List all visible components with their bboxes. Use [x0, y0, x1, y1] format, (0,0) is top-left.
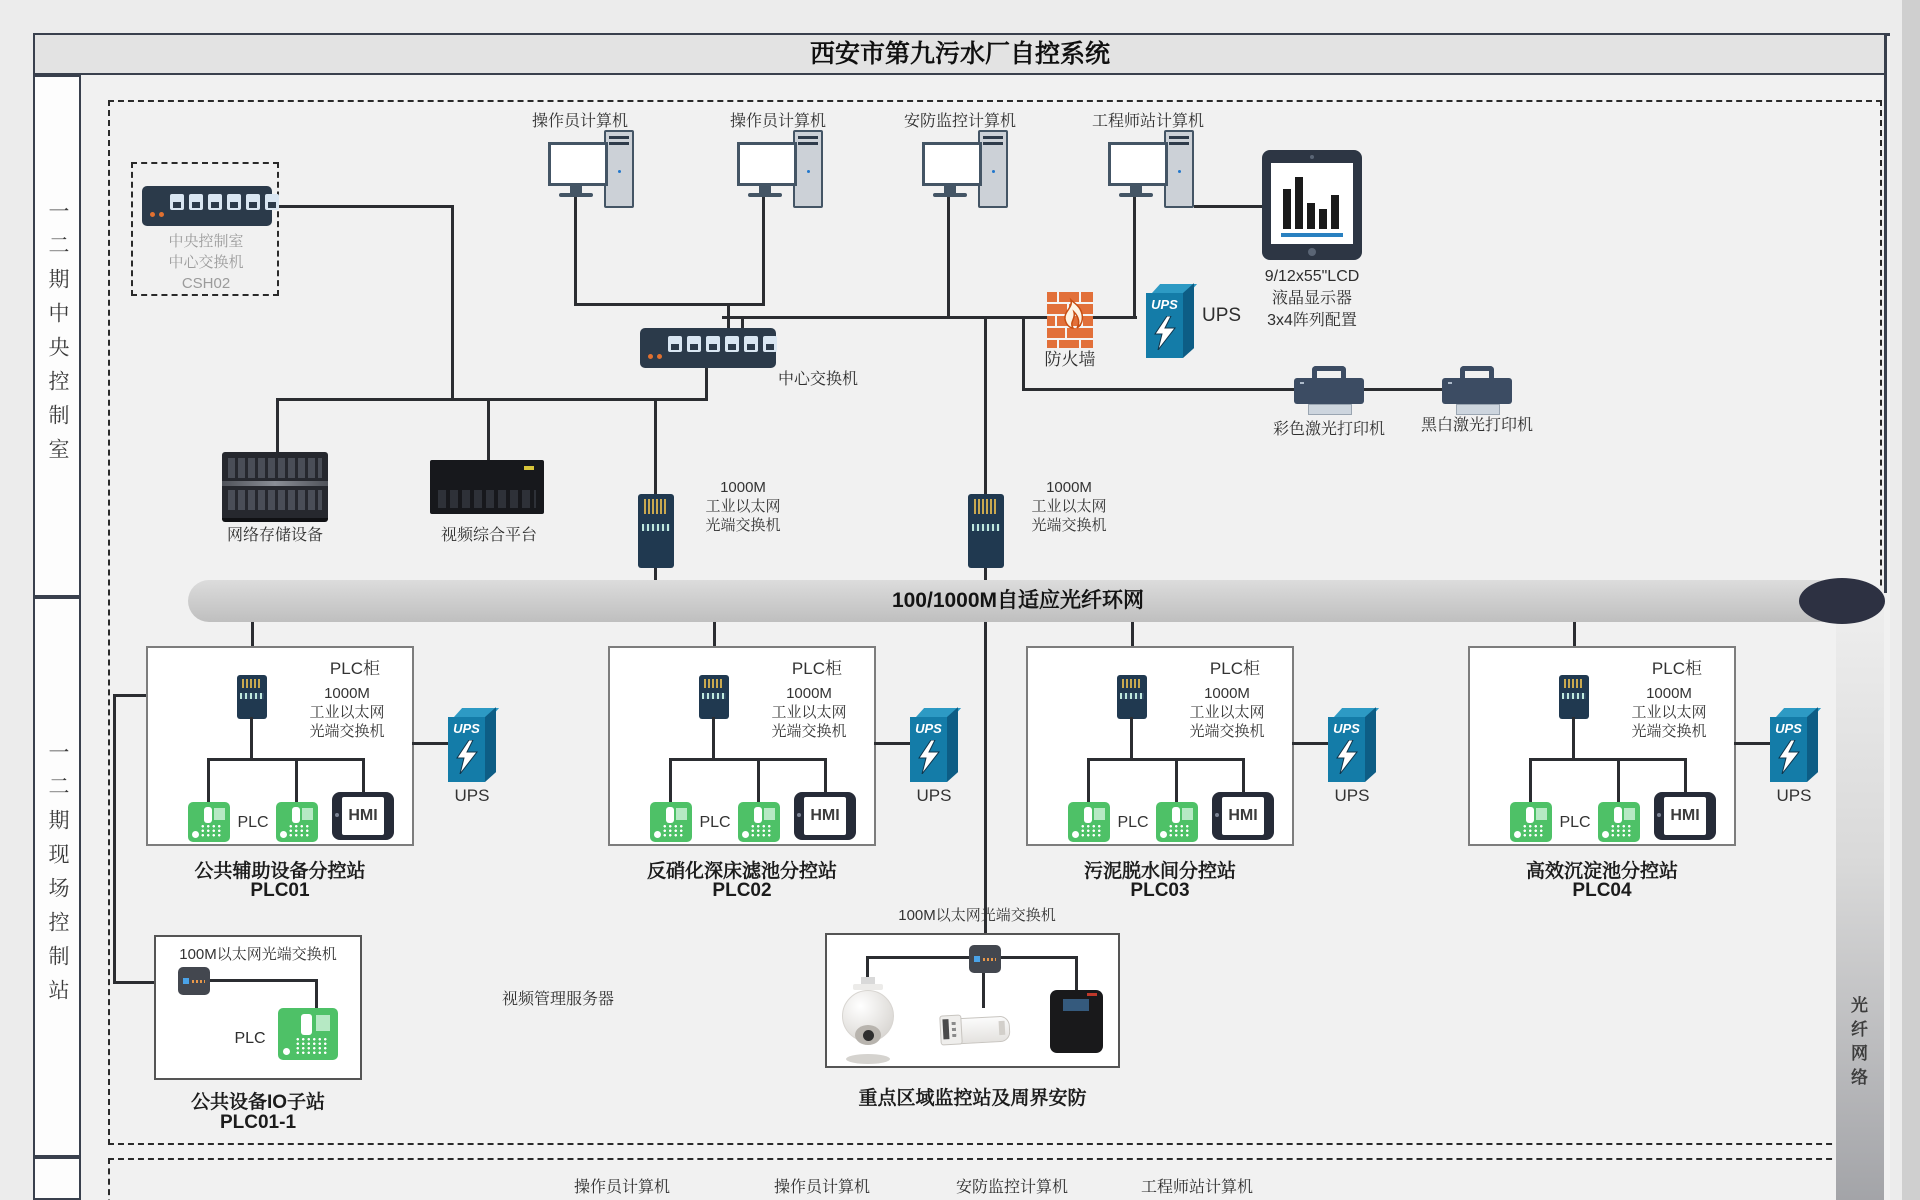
connector-line — [669, 758, 827, 761]
connector-line — [315, 979, 318, 1009]
computer-label-security: 安防监控计算机 — [903, 113, 1016, 130]
station-name: 公共辅助设备分控站 — [194, 861, 366, 882]
connector-line — [1194, 205, 1262, 208]
connector-line — [210, 979, 318, 982]
connector-line — [113, 694, 116, 984]
plc-cabinet-label: PLC柜 — [791, 659, 842, 678]
fiber-network-band — [1836, 588, 1884, 1200]
switch-leds — [648, 354, 662, 359]
connector-line — [295, 758, 298, 804]
lcd-chart — [1271, 163, 1353, 244]
connector-line — [1022, 316, 1025, 391]
connector-line — [276, 398, 708, 401]
network-storage-label: 网络存储设备 — [226, 527, 323, 544]
lcd-label: 9/12x55"LCD 液晶显示器 3x4阵列配置 — [1264, 268, 1360, 329]
plc-label: PLC — [699, 814, 731, 831]
computer-label-security-s2: 安防监控计算机 — [955, 1179, 1068, 1196]
ups-icon: UPS — [910, 708, 958, 784]
sidebar-cell-field-station — [33, 597, 81, 1157]
plc-icon — [1156, 802, 1198, 842]
video-surveillance-station — [825, 907, 1120, 1113]
sidebar-label-central-room: 一二期中央控制室 — [46, 200, 69, 472]
switch-ports — [170, 194, 279, 210]
computer-label-operator1: 操作员计算机 — [531, 113, 628, 130]
ups-label: UPS — [1334, 786, 1370, 805]
connector-line — [1529, 758, 1687, 761]
video-platform-label: 视频综合平台 — [440, 527, 537, 544]
switch-ports — [668, 336, 777, 352]
bw-printer-icon — [1442, 366, 1512, 414]
fiber-ring-bar — [188, 580, 1848, 622]
plc-label: PLC — [1559, 814, 1591, 831]
ups-icon: UPS — [1146, 284, 1194, 360]
plc-icon — [1510, 802, 1552, 842]
computer-label-engineer: 工程师站计算机 — [1091, 113, 1204, 130]
connector-line — [1529, 758, 1532, 804]
connector-line — [1684, 758, 1687, 794]
plc-station-04 — [1468, 646, 1812, 906]
fiber-converter-label: 1000M 工业以太网 光端交换机 — [705, 479, 781, 534]
connector-line — [1364, 388, 1444, 391]
csh02-label: 中央控制室 中心交换机 CSH02 — [168, 233, 244, 292]
switch-leds — [150, 212, 164, 217]
network-storage-icon — [222, 452, 328, 522]
connector-line — [1133, 196, 1136, 319]
lcd-wall-icon — [1262, 150, 1362, 260]
color-printer-label: 彩色激光打印机 — [1272, 421, 1385, 438]
video-server-label: 视频管理服务器 — [501, 991, 614, 1008]
sidebar-label-field-station: 一二期现场控制站 — [46, 741, 69, 1013]
connector-line — [412, 742, 448, 745]
connector-line — [1242, 758, 1245, 794]
computer-icon — [733, 130, 833, 210]
connector-line — [270, 205, 453, 208]
connector-line — [1087, 758, 1090, 804]
ups-icon: UPS — [448, 708, 496, 784]
sidebar-cell-central-room — [33, 75, 81, 597]
plc-icon — [278, 1008, 338, 1060]
station-name: 污泥脱水间分控站 — [1083, 861, 1236, 882]
dome-camera-icon — [842, 977, 894, 1065]
video-station-name: 重点区域监控站及周界安防 — [858, 1088, 1087, 1109]
connector-line — [999, 956, 1077, 959]
computer-label-operator1-s2: 操作员计算机 — [573, 1179, 670, 1196]
connector-line — [276, 398, 279, 454]
connector-line — [362, 758, 365, 794]
computer-icon — [544, 130, 644, 210]
ups-label: UPS — [916, 786, 952, 805]
hmi-icon: HMI — [794, 792, 856, 840]
fiber-network-label: 光纤网络 — [1848, 996, 1867, 1092]
ups-icon: UPS — [1328, 708, 1376, 784]
fiber-converter-icon — [1117, 675, 1147, 719]
computer-label-operator2-s2: 操作员计算机 — [773, 1179, 870, 1196]
station-name: 反硝化深床滤池分控站 — [646, 861, 837, 882]
plc-station-01 — [146, 646, 490, 906]
connector-line — [1075, 956, 1078, 990]
station-name: 高效沉淀池分控站 — [1525, 861, 1678, 882]
connector-line — [705, 366, 708, 401]
plc-icon — [1068, 802, 1110, 842]
connector-line — [712, 717, 715, 760]
station-code: PLC04 — [1572, 880, 1632, 901]
hmi-icon: HMI — [332, 792, 394, 840]
station-code: PLC01 — [250, 880, 310, 901]
hmi-icon: HMI — [1654, 792, 1716, 840]
connector-line — [574, 196, 577, 306]
firewall-icon — [1047, 292, 1093, 353]
plc-label: PLC — [237, 814, 269, 831]
fiber-converter-label: 1000M 工业以太网 光端交换机 — [1631, 685, 1707, 740]
color-printer-icon — [1294, 366, 1364, 414]
plc-icon — [276, 802, 318, 842]
media-converter-icon — [178, 967, 210, 995]
connector-line — [1734, 742, 1770, 745]
computer-label-engineer-s2: 工程师站计算机 — [1140, 1179, 1253, 1196]
connector-line — [487, 398, 490, 460]
station-code: PLC03 — [1130, 880, 1190, 901]
bullet-camera-icon — [940, 1007, 1018, 1053]
connector-line — [866, 956, 869, 977]
plc-icon — [738, 802, 780, 842]
connector-line — [113, 981, 157, 984]
sidebar-cell-next — [33, 1157, 81, 1200]
plc-label: PLC — [234, 1030, 266, 1047]
plc-cabinet-label: PLC柜 — [1209, 659, 1260, 678]
ups-icon: UPS — [1770, 708, 1818, 784]
plc-icon — [650, 802, 692, 842]
connector-line — [947, 196, 950, 319]
title-bar — [33, 33, 1887, 75]
substation-code: PLC01-1 — [219, 1112, 297, 1133]
computer-icon — [1104, 130, 1204, 210]
access-control-icon — [1050, 990, 1103, 1053]
connector-line — [866, 956, 969, 959]
connector-line — [451, 205, 454, 401]
station-code: PLC02 — [712, 880, 772, 901]
plc-icon — [1598, 802, 1640, 842]
connector-line — [824, 758, 827, 794]
fiber-converter-icon — [968, 494, 1004, 568]
connector-line — [762, 196, 765, 306]
hmi-icon: HMI — [1212, 792, 1274, 840]
fiber-converter-icon — [699, 675, 729, 719]
computer-label-operator2: 操作员计算机 — [729, 113, 826, 130]
ups-label: UPS — [454, 786, 490, 805]
plc-station-03 — [1026, 646, 1370, 906]
csh02-switch-icon — [142, 186, 272, 226]
connector-line — [207, 758, 210, 804]
firewall-label: 防火墙 — [1044, 350, 1096, 369]
plc-label: PLC — [1117, 814, 1149, 831]
video-platform-icon — [430, 460, 544, 514]
bw-printer-label: 黑白激光打印机 — [1420, 417, 1533, 434]
connector-line — [1292, 742, 1328, 745]
media-converter-icon — [969, 945, 1001, 973]
substation-converter-label: 100M以太网光端交换机 — [179, 946, 337, 963]
connector-line — [1130, 717, 1133, 760]
fiber-converter-label: 1000M 工业以太网 光端交换机 — [309, 685, 385, 740]
connector-line — [654, 398, 657, 496]
connector-line — [982, 971, 985, 1008]
plc-cabinet-label: PLC柜 — [329, 659, 380, 678]
connector-line — [1087, 758, 1245, 761]
fiber-converter-label: 1000M 工业以太网 光端交换机 — [1189, 685, 1265, 740]
connector-line — [984, 620, 987, 947]
computer-icon — [918, 130, 1018, 210]
video-converter-label: 100M以太网光端交换机 — [898, 907, 1056, 924]
plc-cabinet-label: PLC柜 — [1651, 659, 1702, 678]
ups-label: UPS — [1202, 305, 1242, 326]
fiber-converter-label: 1000M 工业以太网 光端交换机 — [771, 685, 847, 740]
fiber-converter-label: 1000M 工业以太网 光端交换机 — [1031, 479, 1107, 534]
fiber-ring-node — [1799, 578, 1885, 624]
connector-line — [1022, 388, 1294, 391]
core-switch-icon — [640, 328, 776, 368]
connector-line — [1572, 717, 1575, 760]
substation-name: 公共设备IO子站 — [190, 1092, 326, 1113]
connector-line — [984, 316, 987, 496]
fiber-ring-label: 100/1000M自适应光纤环网 — [891, 589, 1145, 612]
core-switch-label: 中心交换机 — [778, 371, 859, 388]
window-right-border — [1884, 33, 1887, 593]
fiber-converter-icon — [638, 494, 674, 568]
connector-line — [207, 758, 365, 761]
fiber-converter-icon — [237, 675, 267, 719]
connector-line — [574, 303, 765, 306]
ups-label: UPS — [1776, 786, 1812, 805]
page-title: 西安市第九污水厂自控系统 — [809, 40, 1110, 68]
connector-line — [757, 758, 760, 804]
connector-line — [1175, 758, 1178, 804]
plc-station-02 — [608, 646, 952, 906]
connector-line — [669, 758, 672, 804]
fiber-converter-icon — [1559, 675, 1589, 719]
plc-icon — [188, 802, 230, 842]
connector-line — [1617, 758, 1620, 804]
connector-line — [250, 717, 253, 760]
connector-line — [874, 742, 910, 745]
page-edge-strip — [1902, 0, 1920, 1200]
io-substation — [154, 935, 362, 1185]
